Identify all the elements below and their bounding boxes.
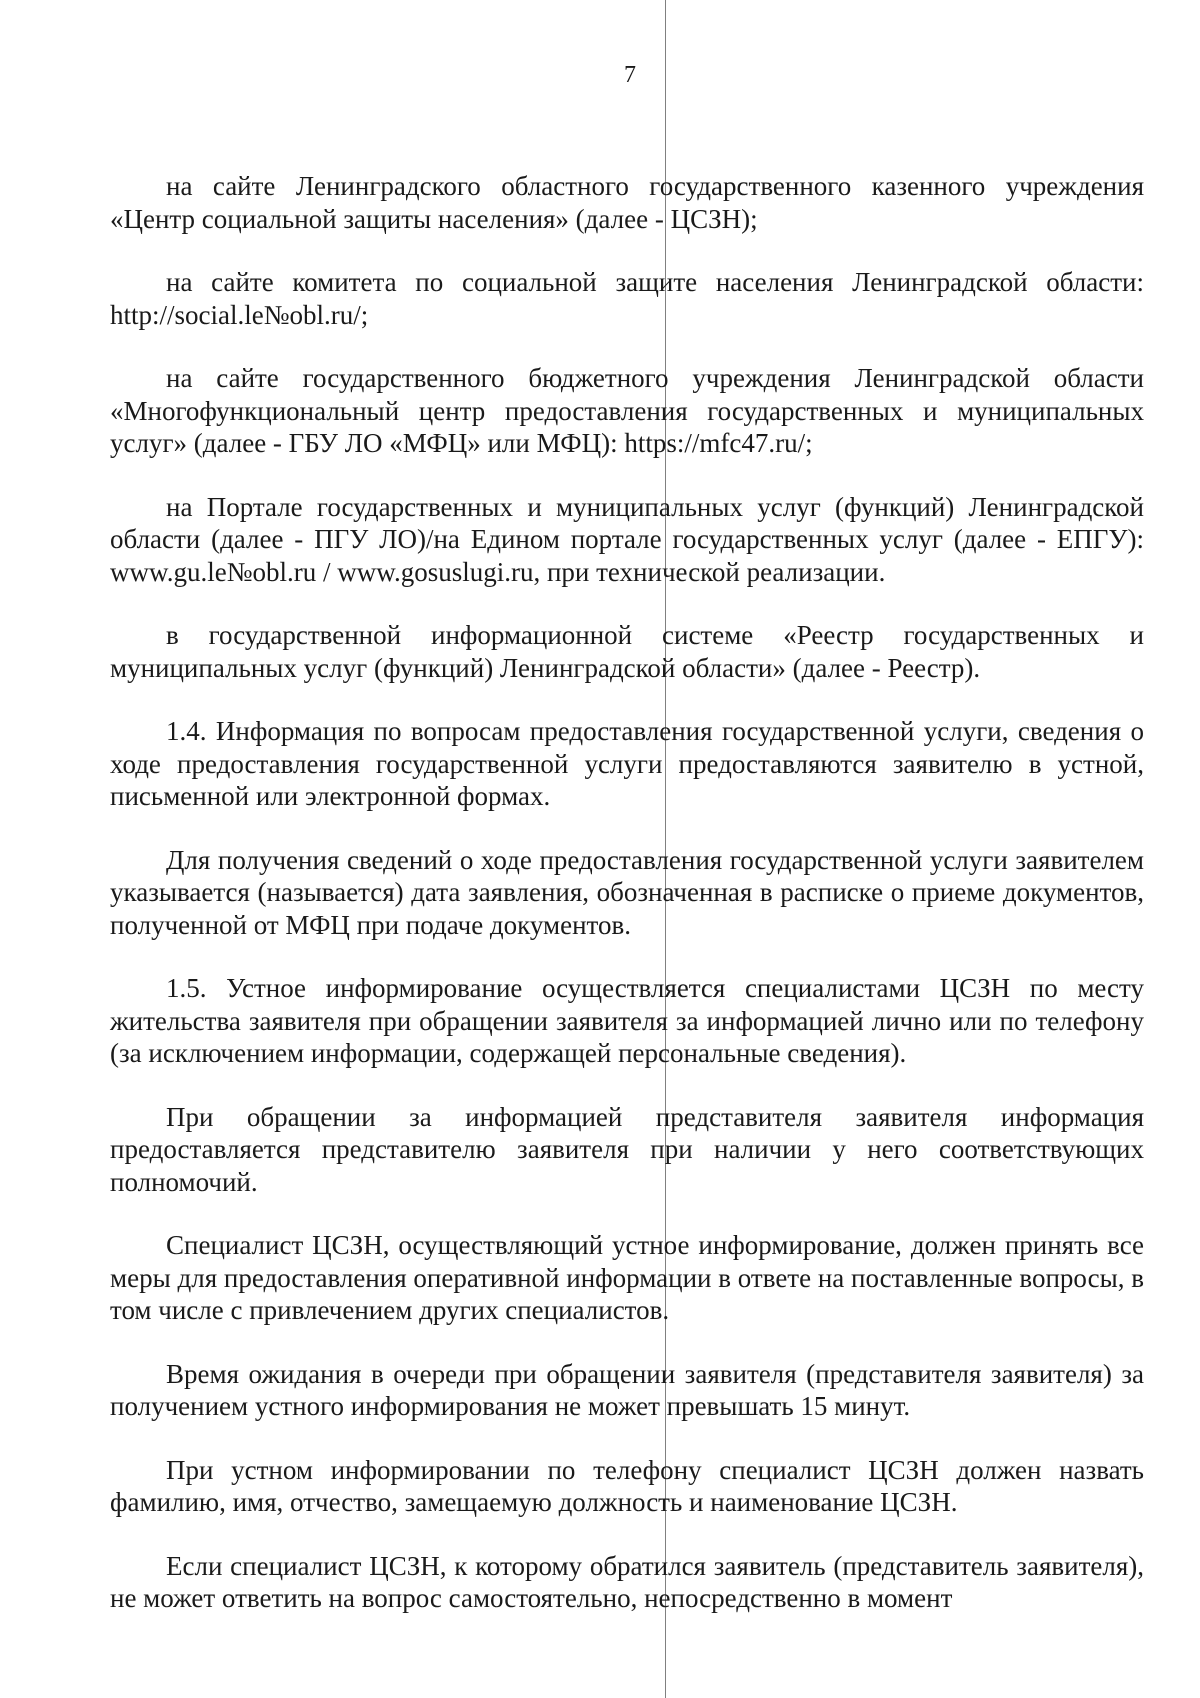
- paragraph-wait-time: Время ожидания в очереди при обращении заявителя (представителя заявителя) за получением устного информирования не может превышать 15 минут.: [110, 1358, 1144, 1421]
- paragraph-committee-site: на сайте комитета по социальной защите населения Ленинградской области: http://social.le№obl.ru/;: [110, 267, 1144, 330]
- paragraph-registry: в государственной информационной системе «Реестр государственных и муниципальных услуг (функций) Ленинградской области» (далее - Реестр).: [110, 620, 1144, 683]
- paragraph-cszn-site: на сайте Ленинградского областного государственного казенного учреждения «Центр социальной защиты населения» (далее - ЦСЗН);: [110, 171, 1144, 234]
- document-body: [110, 170, 1144, 1646]
- paragraph-1-4: 1.4. Информация по вопросам предоставления государственной услуги, сведения о ходе предоставления государственной услуги предоставляются заявителю в устной, письменной или электронной формах.: [110, 716, 1144, 811]
- paragraph-phone-info: При устном информировании по телефону специалист ЦСЗН должен назвать фамилию, имя, отчество, замещаемую должность и наименование ЦСЗН.: [110, 1454, 1144, 1517]
- paragraph-status-info: Для получения сведений о ходе предоставления государственной услуги заявителем указывается (называется) дата заявления, обозначенная в расписке о приеме документов, полученной от МФЦ при подаче документов.: [110, 844, 1144, 940]
- paragraph-cannot-answer: Если специалист ЦСЗН, к которому обратился заявитель (представитель заявителя), не может ответить на вопрос самостоятельно, непосредственно в момент: [110, 1550, 1144, 1613]
- paragraph-specialist-duties: Специалист ЦСЗН, осуществляющий устное информирование, должен принять все меры для предоставления оперативной информации в ответе на поставленные вопросы, в том числе с привлечением других специалистов.: [110, 1230, 1144, 1325]
- paragraph-pgu-portal: на Портале государственных и муниципальных услуг (функций) Ленинградской области (далее - ПГУ ЛО)/на Едином портале государственных услуг (далее - ЕПГУ): www.gu.le№obl.ru / www.gosuslugi.ru, при технической реализации.: [110, 491, 1144, 587]
- paragraph-representative: При обращении за информацией представителя заявителя информация предоставляется представителю заявителя при наличии у него соответствующих полномочий.: [110, 1101, 1144, 1197]
- page-number: 7: [624, 62, 636, 88]
- paragraph-1-5: 1.5. Устное информирование осуществляется специалистами ЦСЗН по месту жительства заявителя при обращении заявителя за информацией лично или по телефону (за исключением информации, содержащей персональные сведения).: [110, 973, 1144, 1068]
- paragraph-mfc-site: на сайте государственного бюджетного учреждения Ленинградской области «Многофункциональный центр предоставления государственных и муниципальных услуг» (далее - ГБУ ЛО «МФЦ» или МФЦ): https://mfc47.ru/;: [110, 363, 1144, 458]
